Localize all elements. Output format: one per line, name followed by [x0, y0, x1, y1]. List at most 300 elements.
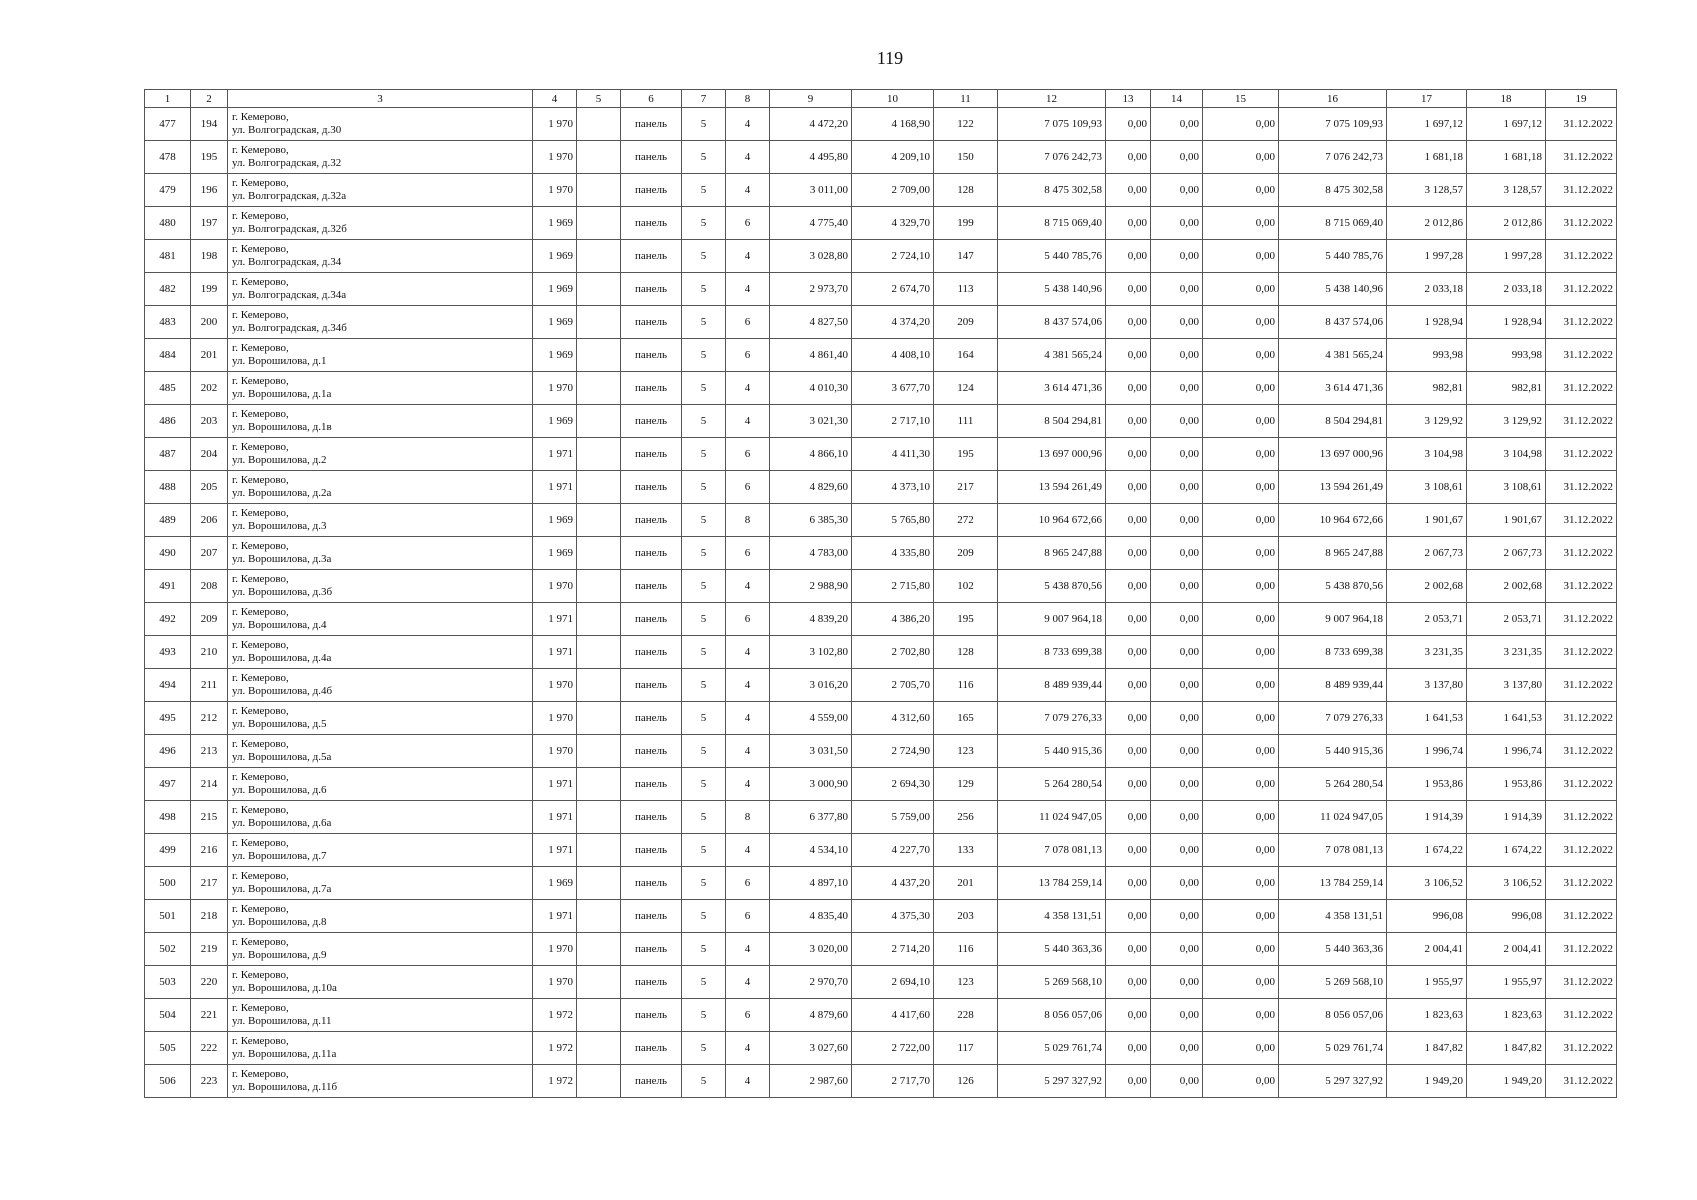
table-row [145, 471, 1617, 504]
table-cell: 1 972 [533, 1032, 577, 1065]
address-city: г. Кемерово, [232, 177, 289, 189]
address-city: г. Кемерово, [232, 309, 289, 321]
table-cell: 1 914,39 [1387, 801, 1467, 834]
table-cell: 1 970 [533, 570, 577, 603]
table-cell: 4 [726, 768, 770, 801]
table-cell: 6 [726, 867, 770, 900]
table-cell: 31.12.2022 [1546, 834, 1617, 867]
table-cell: 11 024 947,05 [998, 801, 1106, 834]
table-cell: 486 [145, 405, 191, 438]
table-cell: 494 [145, 669, 191, 702]
table-cell: 215 [191, 801, 228, 834]
table-cell: 0,00 [1203, 570, 1279, 603]
table-cell: 0,00 [1106, 933, 1151, 966]
table-cell: 31.12.2022 [1546, 636, 1617, 669]
table-cell: 10 964 672,66 [1279, 504, 1387, 537]
table-cell: 9 007 964,18 [998, 603, 1106, 636]
table-cell: 982,81 [1387, 372, 1467, 405]
table-cell: 1 697,12 [1467, 108, 1546, 141]
table-cell: 1 996,74 [1387, 735, 1467, 768]
table-cell: 7 075 109,93 [998, 108, 1106, 141]
address-street: ул. Ворошилова, д.1в [232, 421, 332, 433]
address-street: ул. Ворошилова, д.11б [232, 1081, 338, 1093]
table-row [145, 207, 1617, 240]
address-cell [228, 141, 533, 174]
table-cell: 1 949,20 [1387, 1065, 1467, 1098]
table-cell: 3 137,80 [1387, 669, 1467, 702]
table-cell: 4 408,10 [852, 339, 934, 372]
table-cell: 201 [191, 339, 228, 372]
table-cell: 4 209,10 [852, 141, 934, 174]
table-cell: 3 614 471,36 [998, 372, 1106, 405]
address-street: ул. Ворошилова, д.11а [232, 1048, 337, 1060]
address-cell [228, 999, 533, 1032]
table-cell: 196 [191, 174, 228, 207]
table-cell: 4 373,10 [852, 471, 934, 504]
table-row [145, 999, 1617, 1032]
address-street: ул. Ворошилова, д.8 [232, 916, 327, 928]
table-cell: панель [621, 141, 682, 174]
table-cell: 0,00 [1106, 1065, 1151, 1098]
table-cell: 0,00 [1203, 603, 1279, 636]
table-cell: 0,00 [1203, 735, 1279, 768]
table-cell: 481 [145, 240, 191, 273]
table-cell: 208 [191, 570, 228, 603]
table-cell: 0,00 [1106, 405, 1151, 438]
table-cell: 1 901,67 [1467, 504, 1546, 537]
table-cell: 6 [726, 537, 770, 570]
table-cell: 7 079 276,33 [1279, 702, 1387, 735]
table-cell: 5 765,80 [852, 504, 934, 537]
table-cell: 2 717,70 [852, 1065, 934, 1098]
table-cell: 4 839,20 [770, 603, 852, 636]
table-cell: 1 969 [533, 405, 577, 438]
table-cell: 0,00 [1203, 273, 1279, 306]
table-cell: 5 029 761,74 [998, 1032, 1106, 1065]
table-cell: 0,00 [1203, 207, 1279, 240]
table-cell: 0,00 [1151, 1065, 1203, 1098]
table-cell: 31.12.2022 [1546, 405, 1617, 438]
table-row [145, 1032, 1617, 1065]
table-cell: 1 641,53 [1387, 702, 1467, 735]
table-cell: 3 011,00 [770, 174, 852, 207]
address-city: г. Кемерово, [232, 243, 289, 255]
table-cell [577, 405, 621, 438]
table-cell: 5 440 785,76 [998, 240, 1106, 273]
housing-table [144, 89, 1617, 1098]
table-cell: панель [621, 207, 682, 240]
table-cell: 996,08 [1467, 900, 1546, 933]
table-cell: 0,00 [1151, 999, 1203, 1032]
table-cell: 203 [934, 900, 998, 933]
table-cell: 3 020,00 [770, 933, 852, 966]
table-cell: 3 027,60 [770, 1032, 852, 1065]
table-cell: 1 971 [533, 636, 577, 669]
table-cell: 4 [726, 933, 770, 966]
table-cell: 0,00 [1106, 801, 1151, 834]
table-cell [577, 174, 621, 207]
table-cell: 8 056 057,06 [1279, 999, 1387, 1032]
table-cell: 1 847,82 [1387, 1032, 1467, 1065]
table-row [145, 1065, 1617, 1098]
table-cell: 211 [191, 669, 228, 702]
table-cell: 1 972 [533, 999, 577, 1032]
table-cell: 5 [682, 207, 726, 240]
address-city: г. Кемерово, [232, 540, 289, 552]
table-cell: 0,00 [1151, 141, 1203, 174]
table-cell: 217 [934, 471, 998, 504]
column-header: 6 [621, 90, 682, 108]
table-cell: 0,00 [1151, 900, 1203, 933]
table-cell: 0,00 [1203, 504, 1279, 537]
table-cell: 0,00 [1203, 933, 1279, 966]
table-cell: панель [621, 834, 682, 867]
table-cell: 5 438 870,56 [998, 570, 1106, 603]
table-cell: 3 108,61 [1467, 471, 1546, 504]
table-cell: 0,00 [1151, 834, 1203, 867]
table-cell: 4 495,80 [770, 141, 852, 174]
table-cell: 0,00 [1151, 306, 1203, 339]
table-cell: 31.12.2022 [1546, 768, 1617, 801]
table-cell: 5 [682, 372, 726, 405]
table-cell [577, 834, 621, 867]
table-cell: 1 928,94 [1467, 306, 1546, 339]
address-city: г. Кемерово, [232, 111, 289, 123]
table-row [145, 669, 1617, 702]
table-cell: 8 [726, 504, 770, 537]
table-cell: панель [621, 438, 682, 471]
table-cell: 0,00 [1106, 471, 1151, 504]
table-cell: 4 861,40 [770, 339, 852, 372]
address-city: г. Кемерово, [232, 573, 289, 585]
table-cell: 126 [934, 1065, 998, 1098]
table-cell: 1 969 [533, 867, 577, 900]
table-cell: 5 [682, 240, 726, 273]
table-cell: 4 835,40 [770, 900, 852, 933]
table-cell: 0,00 [1203, 405, 1279, 438]
table-cell: 1 641,53 [1467, 702, 1546, 735]
table-cell: 3 000,90 [770, 768, 852, 801]
address-street: ул. Ворошилова, д.6а [232, 817, 332, 829]
address-city: г. Кемерово, [232, 408, 289, 420]
table-cell: 7 078 081,13 [1279, 834, 1387, 867]
table-cell [577, 1032, 621, 1065]
table-cell: 147 [934, 240, 998, 273]
address-cell [228, 1065, 533, 1098]
table-cell: 0,00 [1106, 108, 1151, 141]
table-cell: 4 375,30 [852, 900, 934, 933]
table-cell: 209 [191, 603, 228, 636]
table-cell: 2 002,68 [1467, 570, 1546, 603]
table-cell: 31.12.2022 [1546, 108, 1617, 141]
address-city: г. Кемерово, [232, 1068, 289, 1080]
table-cell: 1 971 [533, 603, 577, 636]
table-cell: 31.12.2022 [1546, 669, 1617, 702]
address-city: г. Кемерово, [232, 705, 289, 717]
table-cell: 5 [682, 174, 726, 207]
column-header: 13 [1106, 90, 1151, 108]
table-cell: 1 955,97 [1387, 966, 1467, 999]
table-cell: 4 312,60 [852, 702, 934, 735]
table-cell: 209 [934, 306, 998, 339]
address-cell [228, 735, 533, 768]
table-cell: 221 [191, 999, 228, 1032]
table-cell: 0,00 [1203, 900, 1279, 933]
address-city: г. Кемерово, [232, 639, 289, 651]
table-cell: 202 [191, 372, 228, 405]
table-cell: 501 [145, 900, 191, 933]
table-cell: 488 [145, 471, 191, 504]
table-row [145, 174, 1617, 207]
table-cell: 5 [682, 669, 726, 702]
table-cell: 0,00 [1106, 702, 1151, 735]
table-cell: 2 709,00 [852, 174, 934, 207]
table-cell: 4 866,10 [770, 438, 852, 471]
address-cell [228, 636, 533, 669]
table-cell: 31.12.2022 [1546, 702, 1617, 735]
table-cell: 996,08 [1387, 900, 1467, 933]
address-street: ул. Ворошилова, д.11 [232, 1015, 332, 1027]
table-cell: 0,00 [1151, 108, 1203, 141]
table-row [145, 504, 1617, 537]
table-cell: 1 996,74 [1467, 735, 1546, 768]
table-cell: 194 [191, 108, 228, 141]
table-cell: 4 374,20 [852, 306, 934, 339]
column-header: 7 [682, 90, 726, 108]
address-city: г. Кемерово, [232, 276, 289, 288]
table-cell: 5 [682, 141, 726, 174]
table-cell: 0,00 [1203, 438, 1279, 471]
address-street: ул. Ворошилова, д.4 [232, 619, 327, 631]
address-cell [228, 570, 533, 603]
address-cell [228, 537, 533, 570]
table-cell: 4 [726, 636, 770, 669]
table-cell [577, 537, 621, 570]
address-city: г. Кемерово, [232, 342, 289, 354]
table-cell: 0,00 [1106, 768, 1151, 801]
address-street: ул. Ворошилова, д.1 [232, 355, 327, 367]
column-header: 14 [1151, 90, 1203, 108]
table-cell: 2 970,70 [770, 966, 852, 999]
table-cell: 117 [934, 1032, 998, 1065]
table-cell: 31.12.2022 [1546, 471, 1617, 504]
table-cell: 6 [726, 603, 770, 636]
table-cell: 3 016,20 [770, 669, 852, 702]
table-cell: панель [621, 273, 682, 306]
table-cell: 2 973,70 [770, 273, 852, 306]
table-cell: 478 [145, 141, 191, 174]
table-cell: 495 [145, 702, 191, 735]
table-cell: 3 106,52 [1467, 867, 1546, 900]
table-cell: 0,00 [1151, 768, 1203, 801]
table-cell: 5 438 140,96 [998, 273, 1106, 306]
address-street: ул. Ворошилова, д.1а [232, 388, 332, 400]
table-cell: 5 438 140,96 [1279, 273, 1387, 306]
table-cell: 4 [726, 240, 770, 273]
table-cell [577, 207, 621, 240]
table-cell: 13 697 000,96 [998, 438, 1106, 471]
table-cell: 5 269 568,10 [1279, 966, 1387, 999]
table-cell: 498 [145, 801, 191, 834]
table-row [145, 108, 1617, 141]
table-cell: 1 969 [533, 240, 577, 273]
table-cell: 6 [726, 900, 770, 933]
table-cell: панель [621, 1065, 682, 1098]
address-street: ул. Ворошилова, д.3а [232, 553, 332, 565]
address-city: г. Кемерово, [232, 375, 289, 387]
address-cell [228, 702, 533, 735]
table-cell: 0,00 [1106, 834, 1151, 867]
table-cell [577, 933, 621, 966]
table-cell: 1 970 [533, 141, 577, 174]
table-cell: 199 [191, 273, 228, 306]
table-cell: 0,00 [1203, 801, 1279, 834]
table-cell: 4 783,00 [770, 537, 852, 570]
table-cell: 4 [726, 570, 770, 603]
table-cell: 4 381 565,24 [1279, 339, 1387, 372]
table-row [145, 603, 1617, 636]
address-street: ул. Волгоградская, д.34б [232, 322, 347, 334]
table-cell: панель [621, 933, 682, 966]
table-cell: 4 168,90 [852, 108, 934, 141]
table-cell: 0,00 [1203, 636, 1279, 669]
table-cell: панель [621, 966, 682, 999]
table-cell: 7 078 081,13 [998, 834, 1106, 867]
table-cell: 0,00 [1151, 801, 1203, 834]
table-cell: 3 104,98 [1387, 438, 1467, 471]
table-cell: 0,00 [1106, 240, 1151, 273]
table-cell: 503 [145, 966, 191, 999]
table-cell: 1 823,63 [1387, 999, 1467, 1032]
table-cell: 0,00 [1151, 405, 1203, 438]
table-cell: 0,00 [1151, 933, 1203, 966]
address-street: ул. Волгоградская, д.34 [232, 256, 342, 268]
table-cell: 0,00 [1203, 1032, 1279, 1065]
table-cell: 0,00 [1106, 867, 1151, 900]
table-cell: 3 614 471,36 [1279, 372, 1387, 405]
table-cell: 497 [145, 768, 191, 801]
table-cell: 4 [726, 702, 770, 735]
table-cell [577, 735, 621, 768]
table-cell: 4 411,30 [852, 438, 934, 471]
table-cell [577, 108, 621, 141]
column-header: 11 [934, 90, 998, 108]
table-cell: 31.12.2022 [1546, 306, 1617, 339]
table-cell: 31.12.2022 [1546, 900, 1617, 933]
table-cell: 207 [191, 537, 228, 570]
table-cell: 5 269 568,10 [998, 966, 1106, 999]
table-cell: 5 759,00 [852, 801, 934, 834]
table-cell: 111 [934, 405, 998, 438]
table-cell: 31.12.2022 [1546, 999, 1617, 1032]
table-cell: 2 053,71 [1467, 603, 1546, 636]
table-cell [577, 339, 621, 372]
table-cell: 1 971 [533, 471, 577, 504]
address-street: ул. Ворошилова, д.4а [232, 652, 332, 664]
table-cell: 0,00 [1106, 966, 1151, 999]
table-cell: 993,98 [1467, 339, 1546, 372]
table-cell: 4 [726, 669, 770, 702]
table-cell: 1 823,63 [1467, 999, 1546, 1032]
column-header: 8 [726, 90, 770, 108]
table-cell: 4 358 131,51 [998, 900, 1106, 933]
table-cell: 0,00 [1106, 174, 1151, 207]
table-cell: 2 722,00 [852, 1032, 934, 1065]
table-row [145, 768, 1617, 801]
table-cell: 4 386,20 [852, 603, 934, 636]
table-cell [577, 504, 621, 537]
table-cell: 1 674,22 [1467, 834, 1546, 867]
table-cell: 8 504 294,81 [1279, 405, 1387, 438]
table-cell: 2 694,10 [852, 966, 934, 999]
column-header: 5 [577, 90, 621, 108]
table-cell: 205 [191, 471, 228, 504]
table-cell: 6 [726, 438, 770, 471]
table-cell: 982,81 [1467, 372, 1546, 405]
table-cell: 198 [191, 240, 228, 273]
table-cell: 5 297 327,92 [998, 1065, 1106, 1098]
column-header: 4 [533, 90, 577, 108]
table-cell: 210 [191, 636, 228, 669]
table-cell: 4 [726, 108, 770, 141]
table-cell: 5 [682, 339, 726, 372]
table-cell: 4 381 565,24 [998, 339, 1106, 372]
table-cell: панель [621, 108, 682, 141]
table-cell: 4 534,10 [770, 834, 852, 867]
table-cell: 4 010,30 [770, 372, 852, 405]
table-cell: 13 784 259,14 [998, 867, 1106, 900]
table-cell: 8 715 069,40 [1279, 207, 1387, 240]
table-cell: 1 970 [533, 174, 577, 207]
table-row [145, 801, 1617, 834]
table-cell: 0,00 [1106, 900, 1151, 933]
table-cell: 4 559,00 [770, 702, 852, 735]
table-cell: 483 [145, 306, 191, 339]
table-cell: 1 674,22 [1387, 834, 1467, 867]
table-cell: 492 [145, 603, 191, 636]
address-street: ул. Ворошилова, д.3 [232, 520, 327, 532]
table-cell: 491 [145, 570, 191, 603]
table-cell: 0,00 [1203, 537, 1279, 570]
table-cell [577, 438, 621, 471]
table-cell: 1 971 [533, 768, 577, 801]
table-cell: 3 129,92 [1387, 405, 1467, 438]
table-cell: 206 [191, 504, 228, 537]
table-cell: 4 829,60 [770, 471, 852, 504]
table-cell [577, 306, 621, 339]
table-cell: 5 [682, 1032, 726, 1065]
table-cell [577, 966, 621, 999]
table-cell: 133 [934, 834, 998, 867]
table-cell: 5 029 761,74 [1279, 1032, 1387, 1065]
address-city: г. Кемерово, [232, 210, 289, 222]
table-cell: 0,00 [1106, 735, 1151, 768]
table-cell: 4 [726, 273, 770, 306]
table-cell: 3 102,80 [770, 636, 852, 669]
table-cell: 3 231,35 [1467, 636, 1546, 669]
table-cell: 0,00 [1151, 339, 1203, 372]
table-cell: 31.12.2022 [1546, 339, 1617, 372]
table-cell: 1 901,67 [1387, 504, 1467, 537]
table-cell: 8 489 939,44 [998, 669, 1106, 702]
table-cell: 2 714,20 [852, 933, 934, 966]
table-cell: 3 137,80 [1467, 669, 1546, 702]
table-cell: 204 [191, 438, 228, 471]
table-cell: 5 [682, 273, 726, 306]
table-cell: 6 385,30 [770, 504, 852, 537]
table-cell: 4 879,60 [770, 999, 852, 1032]
table-cell: 5 [682, 438, 726, 471]
